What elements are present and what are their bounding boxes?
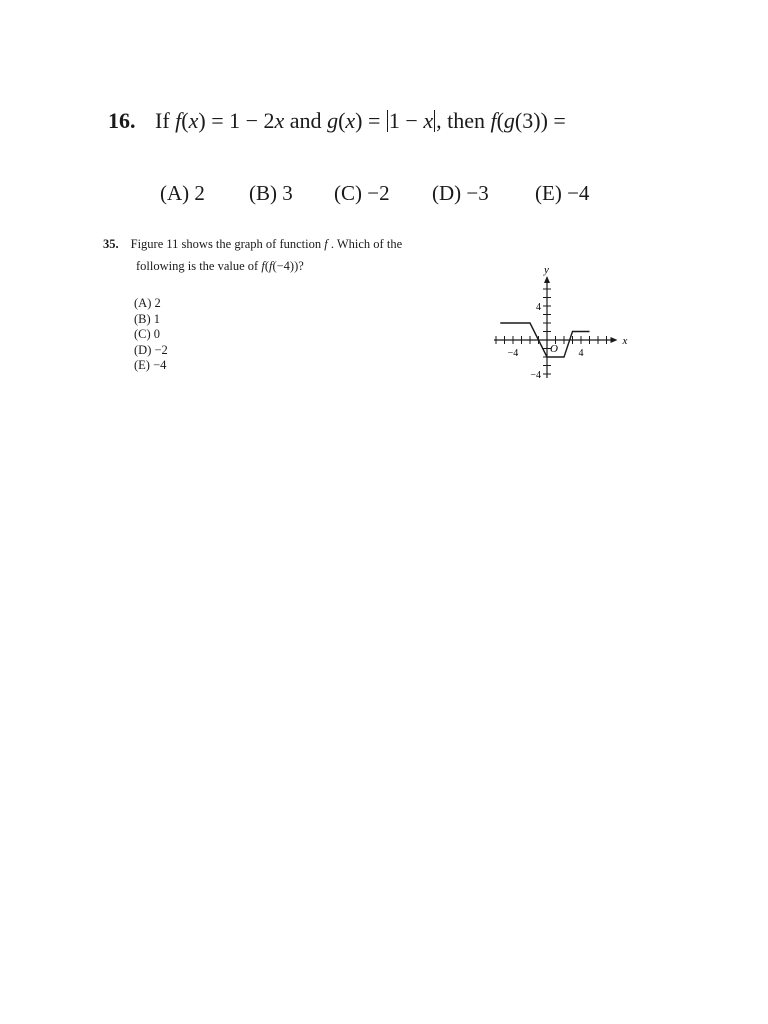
problem-16-stem <box>108 108 566 134</box>
stem-text: f <box>261 259 265 273</box>
origin-label: O <box>550 343 558 355</box>
stem-part: g <box>327 108 339 133</box>
choice-a[interactable]: (A) 2 <box>160 181 205 205</box>
stem-part: x <box>345 108 356 133</box>
stem-text: Figure 11 shows the graph of function <box>130 237 325 251</box>
stem-part: ) <box>198 108 206 133</box>
stem-text: f <box>324 237 328 251</box>
x-axis-label: x <box>622 335 628 347</box>
problem-35-choices <box>134 296 168 374</box>
stem-text: following is the value of <box>136 259 262 273</box>
stem-part: ( <box>338 108 346 133</box>
axis-ticks <box>496 289 607 374</box>
stem-line-2 <box>103 255 443 277</box>
stem-part: 1 − <box>388 108 424 133</box>
choice-b[interactable]: (B) 1 <box>134 311 161 326</box>
x-tick-label: −4 <box>507 348 519 359</box>
stem-part: g <box>503 108 515 133</box>
stem-text: . Which of the <box>327 237 403 251</box>
problem-35-stem <box>103 233 443 277</box>
stem-part: x <box>188 108 199 133</box>
choice-c[interactable]: (C) 0 <box>134 327 161 341</box>
stem-line-1 <box>103 233 443 255</box>
stem-part: (3)) = <box>514 108 566 133</box>
y-tick-label: −4 <box>530 370 541 381</box>
stem-part: , then <box>436 108 491 133</box>
stem-part: f <box>175 108 182 133</box>
stem-part: x <box>423 108 434 133</box>
problem-number: 35. <box>103 237 119 251</box>
x-tick-label: 4 <box>578 348 584 359</box>
choice-e[interactable]: (E) −4 <box>134 358 167 372</box>
choice-b[interactable]: (B) 3 <box>249 181 293 205</box>
choice-e[interactable]: (E) −4 <box>535 181 590 205</box>
stem-text: f <box>268 259 273 273</box>
stem-part: f <box>490 108 497 133</box>
stem-part: If <box>155 108 176 133</box>
y-axis-label: y <box>544 264 549 276</box>
problem-number: 16. <box>108 108 136 133</box>
stem-text: ( <box>264 259 269 273</box>
abs-bar-right <box>434 110 435 132</box>
stem-part: ( <box>496 108 504 133</box>
y-axis-arrow <box>544 276 550 283</box>
stem-text: (−4))? <box>272 259 304 273</box>
choice-c[interactable]: (C) −2 <box>334 181 390 205</box>
x-axis-arrow <box>611 337 618 343</box>
choice-d[interactable]: (D) −2 <box>134 342 168 357</box>
stem-part: = 1 − 2 <box>205 108 275 133</box>
choice-a[interactable]: (A) 2 <box>134 296 161 310</box>
function-graph <box>440 225 680 415</box>
stem-part: ) = <box>355 108 386 133</box>
abs-bar-left <box>387 110 388 132</box>
y-tick-label: 4 <box>536 302 541 313</box>
choice-d[interactable]: (D) −3 <box>432 181 489 205</box>
stem-part: ( <box>181 108 189 133</box>
stem-part: x <box>274 108 285 133</box>
stem-part: and <box>284 108 328 133</box>
